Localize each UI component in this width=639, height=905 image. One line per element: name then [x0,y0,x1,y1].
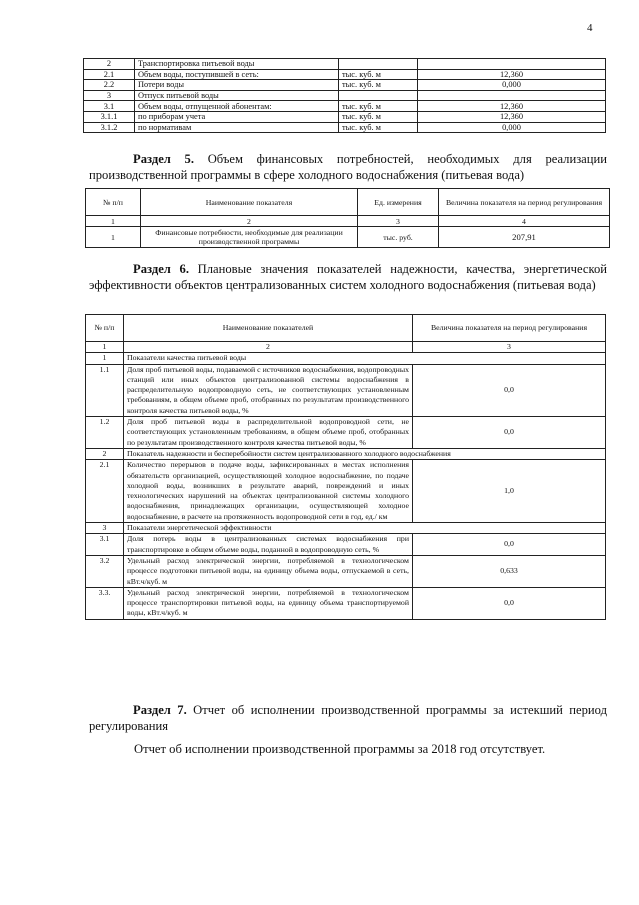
row-num: 1.1 [86,364,124,416]
row-unit [339,59,418,70]
row-name: Финансовые потребности, необходимые для реализации производственной программы [141,227,358,248]
row-value [418,90,606,101]
section-7-heading [89,703,607,734]
col-header-num: № п/п [86,189,141,216]
section-5-text: Объем финансовых потребностей, необходимых для реализации производственной программы в сфере холодного водоснабжения (питьевая вода) [89,152,607,182]
col-number: 3 [358,216,439,227]
col-number: 1 [86,216,141,227]
group-title: Показатели качества питьевой воды [124,353,606,364]
row-name: Транспортировка питьевой воды [135,59,339,70]
row-num: 3.1.2 [84,122,135,133]
col-number: 2 [124,342,413,353]
row-value: 0,0 [413,417,606,449]
row-unit: тыс. куб. м [339,69,418,80]
row-value: 0,000 [418,122,606,133]
row-name: Объем воды, поступившей в сеть: [135,69,339,80]
col-header-unit: Ед. измерения [358,189,439,216]
section-7-text: Отчет об исполнении производственной программы за истекший период регулирования [89,703,608,733]
group-num: 2 [86,448,124,459]
col-header-name: Наименование показателя [141,189,358,216]
section-7-note: Отчет об исполнении производственной программы за 2018 год отсутствует. [134,742,546,756]
row-num: 3.1.1 [84,111,135,122]
row-num: 3.1 [84,101,135,112]
row-value: 0,0 [413,364,606,416]
table-row [84,69,606,80]
row-name: Потери воды [135,80,339,91]
row-value [418,59,606,70]
table-row [84,59,606,70]
section-7-label: Раздел 7. [133,703,187,717]
water-balance-table [83,58,606,133]
row-text: Количество перерывов в подаче воды, зафиксированных в местах исполнения обязательств организацией, осуществляющей холодное водоснабжение, по подаче холодной воды, возникших в результате аварий, повреждений и иных технологических нарушений на объектах централизованной системы холодного водоснабжения, принадлежащих организации, осуществляющей холодное водоснабжение, в расчете на протяженность водопроводной сети в год, ед./ км [124,460,413,523]
row-name: Объем воды, отпущенной абонентам: [135,101,339,112]
section-6-text: Плановые значения показателей надежности, качества, энергетической эффективности объектов централизованных систем холодного водоснабжения (питьевая вода) [89,262,607,292]
col-header-value: Величина показателя на период регулирования [439,189,610,216]
row-unit: тыс. куб. м [339,101,418,112]
row-value: 12,360 [418,111,606,122]
row-num: 2.1 [86,460,124,523]
section-6-heading [89,262,607,293]
row-value: 207,91 [439,227,610,248]
group-num: 1 [86,353,124,364]
col-header-value: Величина показателя на период регулирования [413,315,606,342]
row-unit: тыс. куб. м [339,122,418,133]
row-name: по приборам учета [135,111,339,122]
table-row [84,111,606,122]
table-row [84,90,606,101]
row-num: 3.2 [86,555,124,587]
row-text: Доля проб питьевой воды, подаваемой с источников водоснабжения, водопроводных станций или иных объектов централизованной системы водоснабжения в распределительную водопроводную сеть, не соответствующих установленным требованиям, в общем объеме проб, отобранных по результатам производственного контроля качества питьевой воды, % [124,364,413,416]
row-num: 2 [84,59,135,70]
col-number: 2 [141,216,358,227]
row-unit [339,90,418,101]
reliability-indicators-table [85,314,606,620]
group-title: Показатель надежности и бесперебойности систем централизованного холодного водоснабжения [124,448,606,459]
row-text: Удельный расход электрической энергии, потребляемой в технологическом процессе подготовки питьевой воды, на единицу объема воды, отпускаемой в сеть, кВт.ч/куб. м [124,555,413,587]
table-row [84,80,606,91]
col-number: 3 [413,342,606,353]
row-text: Доля проб питьевой воды в распределительной водопроводной сети, не соответствующих установленным требованиям, в общем объеме проб, отобранных по результатам производственного контроля качества питьевой воды, % [124,417,413,449]
table-row [84,122,606,133]
row-num: 1.2 [86,417,124,449]
row-value: 0,000 [418,80,606,91]
table-row [84,101,606,112]
section-5-label: Раздел 5. [133,152,194,166]
section-6-label: Раздел 6. [133,262,189,276]
row-num: 3.3. [86,587,124,619]
row-value: 12,360 [418,101,606,112]
col-number: 1 [86,342,124,353]
row-value: 1,0 [413,460,606,523]
row-num: 3.1 [86,534,124,556]
col-header-name: Наименование показателей [124,315,413,342]
row-num: 2.2 [84,80,135,91]
section-5-heading [89,152,607,183]
row-name: по нормативам [135,122,339,133]
row-unit: тыс. куб. м [339,111,418,122]
row-value: 0,0 [413,534,606,556]
group-title: Показатели энергетической эффективности [124,523,606,534]
row-name: Отпуск питьевой воды [135,90,339,101]
row-value: 12,360 [418,69,606,80]
row-text: Доля потерь воды в централизованных системах водоснабжения при транспортировке в общем объеме воды, поданной в водопроводную сеть, % [124,534,413,556]
col-number: 4 [439,216,610,227]
row-unit: тыс. руб. [358,227,439,248]
row-num: 2.1 [84,69,135,80]
page-number: 4 [587,22,593,34]
row-value: 0,633 [413,555,606,587]
group-num: 3 [86,523,124,534]
row-text: Удельный расход электрической энергии, потребляемой в технологическом процессе транспортировки питьевой воды, на единицу объема транспортируемой воды, кВт.ч/куб. м [124,587,413,619]
col-header-num: № п/п [86,315,124,342]
row-unit: тыс. куб. м [339,80,418,91]
row-num: 3 [84,90,135,101]
row-value: 0,0 [413,587,606,619]
financial-needs-table [85,188,610,248]
row-num: 1 [86,227,141,248]
